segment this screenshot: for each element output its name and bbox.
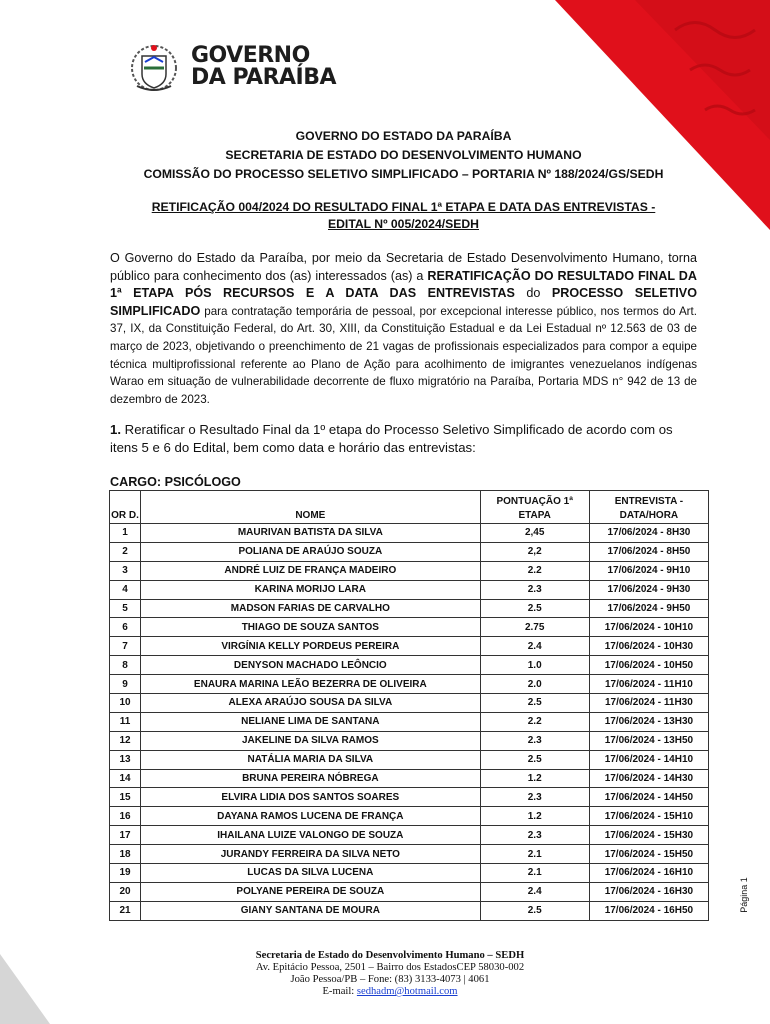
results-table — [109, 490, 709, 921]
cell-entrevista: 17/06/2024 - 15H10 — [589, 807, 708, 826]
cell-nome: JURANDY FERREIRA DA SILVA NETO — [141, 845, 481, 864]
table-row — [110, 618, 709, 637]
cell-pontuacao: 2.5 — [480, 694, 589, 713]
cell-nome: ELVIRA LIDIA DOS SANTOS SOARES — [141, 788, 481, 807]
cell-entrevista: 17/06/2024 - 14H10 — [589, 750, 708, 769]
table-row — [110, 826, 709, 845]
cell-pontuacao: 2.2 — [480, 561, 589, 580]
cell-nome: MADSON FARIAS DE CARVALHO — [141, 599, 481, 618]
cell-entrevista: 17/06/2024 - 13H30 — [589, 712, 708, 731]
cell-ord: 6 — [110, 618, 141, 637]
header-nome: NOME — [141, 491, 481, 524]
cell-pontuacao: 2.0 — [480, 675, 589, 694]
cell-nome: KARINA MORIJO LARA — [141, 580, 481, 599]
header-line-1: GOVERNO DO ESTADO DA PARAÍBA — [295, 129, 512, 143]
intro-paragraph — [110, 250, 697, 408]
header-line-2: SECRETARIA DE ESTADO DO DESENVOLVIMENTO HUMANO — [225, 148, 582, 162]
cell-entrevista: 17/06/2024 - 15H30 — [589, 826, 708, 845]
cell-entrevista: 17/06/2024 - 8H30 — [589, 524, 708, 543]
cell-ord: 19 — [110, 864, 141, 883]
cell-ord: 13 — [110, 750, 141, 769]
cell-ord: 1 — [110, 524, 141, 543]
logo-line-2: DA PARAÍBA — [191, 65, 337, 90]
cell-entrevista: 17/06/2024 - 9H10 — [589, 561, 708, 580]
cell-nome: BRUNA PEREIRA NÓBREGA — [141, 769, 481, 788]
grey-corner-decoration — [0, 954, 50, 1024]
cell-ord: 9 — [110, 675, 141, 694]
cell-pontuacao: 2.5 — [480, 750, 589, 769]
table-row — [110, 637, 709, 656]
document-header — [110, 127, 697, 184]
cell-ord: 14 — [110, 769, 141, 788]
table-row — [110, 807, 709, 826]
cell-nome: IHAILANA LUIZE VALONGO DE SOUZA — [141, 826, 481, 845]
cell-ord: 3 — [110, 561, 141, 580]
cell-ord: 21 — [110, 901, 141, 920]
cell-ord: 5 — [110, 599, 141, 618]
footer-line-2: Av. Epitácio Pessoa, 2501 – Bairro dos EstadosCEP 58030-002 — [255, 962, 525, 973]
intro-bold-2: PROCESSO SELETIVO SIMPLIFICADO — [110, 286, 697, 318]
table-row — [110, 542, 709, 561]
cell-nome: JAKELINE DA SILVA RAMOS — [141, 731, 481, 750]
table-row — [110, 599, 709, 618]
table-row — [110, 864, 709, 883]
logo-line-1: GOVERNO — [191, 43, 310, 68]
cell-entrevista: 17/06/2024 - 15H50 — [589, 845, 708, 864]
cell-nome: ALEXA ARAÚJO SOUSA DA SILVA — [141, 694, 481, 713]
footer-line-4 — [180, 986, 600, 998]
cell-nome: LUCAS DA SILVA LUCENA — [141, 864, 481, 883]
footer-line-1: Secretaria de Estado do Desenvolvimento Humano – SEDH — [255, 950, 525, 961]
cell-ord: 8 — [110, 656, 141, 675]
table-row — [110, 675, 709, 694]
email-link[interactable]: sedhadm@hotmail.com — [356, 986, 458, 997]
cell-pontuacao: 2.3 — [480, 580, 589, 599]
cell-pontuacao: 2.3 — [480, 731, 589, 750]
cargo-label: CARGO: PSICÓLOGO — [110, 475, 241, 489]
cell-pontuacao: 2.1 — [480, 864, 589, 883]
cell-ord: 11 — [110, 712, 141, 731]
item-1-number: 1. — [110, 422, 121, 437]
cell-nome: DENYSON MACHADO LEÔNCIO — [141, 656, 481, 675]
cell-entrevista: 17/06/2024 - 11H30 — [589, 694, 708, 713]
cell-nome: NELIANE LIMA DE SANTANA — [141, 712, 481, 731]
table-header-row — [110, 491, 709, 524]
table-row — [110, 694, 709, 713]
cell-pontuacao: 2.3 — [480, 826, 589, 845]
email-label: E-mail: — [322, 986, 357, 997]
header-ord: OR D. — [110, 491, 141, 524]
item-1 — [110, 421, 697, 457]
table-row — [110, 845, 709, 864]
cell-entrevista: 17/06/2024 - 16H50 — [589, 901, 708, 920]
cell-nome: MAURIVAN BATISTA DA SILVA — [141, 524, 481, 543]
intro-bold-1: RERATIFICAÇÃO DO RESULTADO FINAL DA 1ª ETAPA PÓS RECURSOS E A DATA DAS ENTREVISTAS — [110, 268, 697, 301]
table-row — [110, 580, 709, 599]
cell-entrevista: 17/06/2024 - 10H50 — [589, 656, 708, 675]
intro-text-1: O Governo do Estado da Paraíba, por meio da Secretaria de Estado Desenvolvimento Humano, torna público para conhecimento dos (as) interessados (as) a — [110, 251, 697, 283]
cell-pontuacao: 1.2 — [480, 807, 589, 826]
cell-pontuacao: 2.4 — [480, 637, 589, 656]
cell-nome: POLYANE PEREIRA DE SOUZA — [141, 882, 481, 901]
cell-entrevista: 17/06/2024 - 10H30 — [589, 637, 708, 656]
table-row — [110, 750, 709, 769]
cell-ord: 16 — [110, 807, 141, 826]
cell-pontuacao: 2.5 — [480, 901, 589, 920]
header-pontuacao: PONTUAÇÃO 1ª ETAPA — [480, 491, 589, 524]
cell-ord: 12 — [110, 731, 141, 750]
cell-pontuacao: 2.1 — [480, 845, 589, 864]
subtitle-line-2: EDITAL Nº 005/2024/SEDH — [328, 217, 479, 231]
cell-entrevista: 17/06/2024 - 13H50 — [589, 731, 708, 750]
cell-entrevista: 17/06/2024 - 11H10 — [589, 675, 708, 694]
cell-ord: 4 — [110, 580, 141, 599]
cell-nome: THIAGO DE SOUZA SANTOS — [141, 618, 481, 637]
cell-ord: 10 — [110, 694, 141, 713]
footer — [180, 950, 600, 998]
header-entrevista: ENTREVISTA - DATA/HORA — [589, 491, 708, 524]
table-row — [110, 882, 709, 901]
cell-entrevista: 17/06/2024 - 10H10 — [589, 618, 708, 637]
cell-entrevista: 17/06/2024 - 9H50 — [589, 599, 708, 618]
table-row — [110, 656, 709, 675]
table-row — [110, 712, 709, 731]
item-1-text: Reratificar o Resultado Final da 1º etapa do Processo Seletivo Simplificado de acordo com os itens 5 e 6 do Edital, bem como data e horário das entrevistas: — [110, 422, 673, 455]
footer-line-3: João Pessoa/PB – Fone: (83) 3133-4073 | 4061 — [290, 974, 490, 985]
cell-ord: 15 — [110, 788, 141, 807]
cell-pontuacao: 2,2 — [480, 542, 589, 561]
cell-nome: GIANY SANTANA DE MOURA — [141, 901, 481, 920]
cell-entrevista: 17/06/2024 - 14H30 — [589, 769, 708, 788]
cell-pontuacao: 2,45 — [480, 524, 589, 543]
cell-nome: NATÁLIA MARIA DA SILVA — [141, 750, 481, 769]
table-row — [110, 769, 709, 788]
crest-icon — [125, 38, 183, 96]
cell-nome: DAYANA RAMOS LUCENA DE FRANÇA — [141, 807, 481, 826]
logo — [125, 38, 336, 96]
page-number: Página 1 — [739, 877, 749, 913]
cell-ord: 17 — [110, 826, 141, 845]
subtitle-line-1: RETIFICAÇÃO 004/2024 DO RESULTADO FINAL 1ª ETAPA E DATA DAS ENTREVISTAS - — [151, 200, 656, 214]
cell-entrevista: 17/06/2024 - 14H50 — [589, 788, 708, 807]
cell-entrevista: 17/06/2024 - 16H10 — [589, 864, 708, 883]
table-row — [110, 901, 709, 920]
cell-nome: POLIANA DE ARAÚJO SOUZA — [141, 542, 481, 561]
cell-ord: 18 — [110, 845, 141, 864]
header-line-3: COMISSÃO DO PROCESSO SELETIVO SIMPLIFICADO – PORTARIA Nº 188/2024/GS/SEDH — [143, 167, 664, 181]
cell-ord: 7 — [110, 637, 141, 656]
cell-pontuacao: 2.2 — [480, 712, 589, 731]
cell-entrevista: 17/06/2024 - 16H30 — [589, 882, 708, 901]
cell-pontuacao: 2.3 — [480, 788, 589, 807]
table-row — [110, 561, 709, 580]
cell-nome: ANDRÉ LUIZ DE FRANÇA MADEIRO — [141, 561, 481, 580]
cell-entrevista: 17/06/2024 - 9H30 — [589, 580, 708, 599]
cell-pontuacao: 1.2 — [480, 769, 589, 788]
cell-entrevista: 17/06/2024 - 8H50 — [589, 542, 708, 561]
intro-text-2: do — [514, 286, 552, 301]
cell-pontuacao: 1.0 — [480, 656, 589, 675]
table-row — [110, 788, 709, 807]
cell-ord: 2 — [110, 542, 141, 561]
red-corner-decoration — [555, 0, 770, 230]
cell-ord: 20 — [110, 882, 141, 901]
table-row — [110, 731, 709, 750]
cell-pontuacao: 2.75 — [480, 618, 589, 637]
cell-nome: VIRGÍNIA KELLY PORDEUS PEREIRA — [141, 637, 481, 656]
cell-pontuacao: 2.4 — [480, 882, 589, 901]
cell-nome: ENAURA MARINA LEÃO BEZERRA DE OLIVEIRA — [141, 675, 481, 694]
cell-pontuacao: 2.5 — [480, 599, 589, 618]
intro-text-3: para contratação temporária de pessoal, por excepcional interesse público, nos termos do Art. 37, IX, da Constituição Federal, do Art. 30, XIII, da Constituição Estadual e da Lei Estadual nº 12.563 de 03 de março de 2023, objetivando o preenchimento de 21 vagas de profissionais especializados para compor a equipe técnica multiprofissional referente ao Plano de Ação para acolhimento de imigrantes venezuelanos indígenas Warao em situação de vulnerabilidade decorrente de fluxo migratório na Paraíba, Portaria MDS n° 942 de 13 de dezembro de 2023. — [110, 304, 697, 406]
document-subtitle — [110, 199, 697, 233]
table-row — [110, 524, 709, 543]
